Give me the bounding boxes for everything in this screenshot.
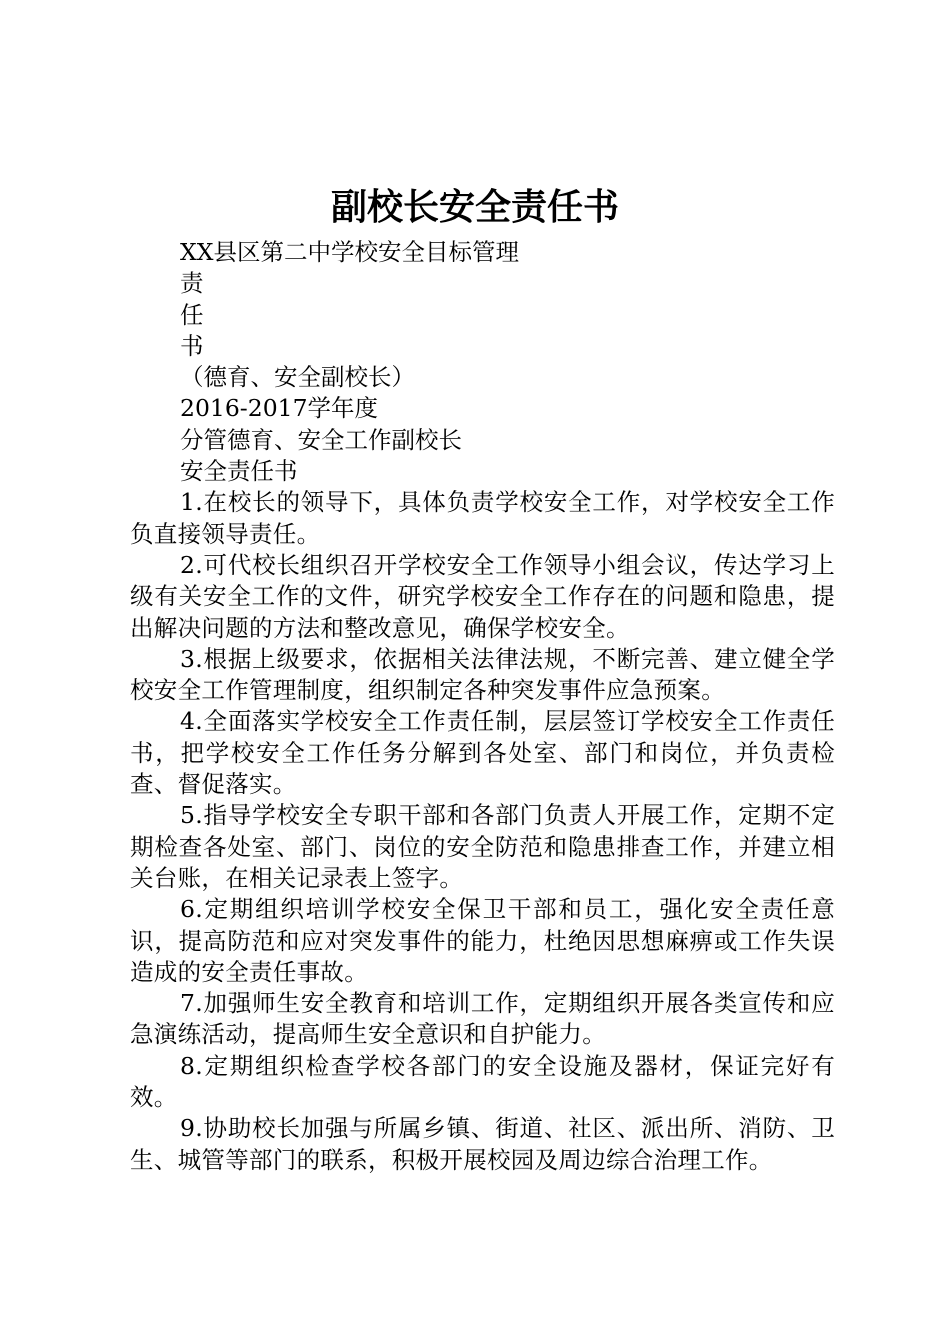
school-year-line: 2016-2017学年度 — [180, 394, 379, 423]
document-body — [130, 237, 835, 1176]
header-char-line: 任 — [180, 300, 204, 329]
position-line: 分管德育、安全工作副校长 — [180, 425, 462, 454]
responsibility-item: 9.协助校长加强与所属乡镇、街道、社区、派出所、消防、卫生、城管等部门的联系，积极开展校园及周边综合治理工作。 — [130, 1114, 835, 1174]
responsibility-item: 8.定期组织检查学校各部门的安全设施及器材，保证完好有效。 — [130, 1051, 835, 1112]
responsibility-item: 4.全面落实学校安全工作责任制，层层签订学校安全工作责任书，把学校安全工作任务分解到各处室、部门和岗位，并负责检查、督促落实。 — [130, 707, 835, 799]
responsibility-item: 1.在校长的领导下，具体负责学校安全工作，对学校安全工作负直接领导责任。 — [130, 488, 835, 548]
school-name-line: XX县区第二中学校安全目标管理 — [180, 238, 519, 266]
document-title: 副校长安全责任书 — [330, 186, 619, 228]
responsibility-item: 3.根据上级要求，依据相关法律法规，不断完善、建立健全学校安全工作管理制度，组织制定各种突发事件应急预案。 — [130, 644, 835, 705]
responsibility-item: 5.指导学校安全专职干部和各部门负责人开展工作，定期不定期检查各处室、部门、岗位的安全防范和隐患排查工作，并建立相关台账，在相关记录表上签字。 — [130, 801, 835, 892]
responsibility-item: 6.定期组织培训学校安全保卫干部和员工，强化安全责任意识，提高防范和应对突发事件的能力，杜绝因思想麻痹或工作失误造成的安全责任事故。 — [130, 895, 835, 986]
header-char-line: 书 — [180, 331, 204, 360]
header-char-line: 责 — [180, 269, 204, 298]
responsibility-item: 2.可代校长组织召开学校安全工作领导小组会议，传达学习上级有关安全工作的文件，研究学校安全工作存在的问题和隐患，提出解决问题的方法和整改意见，确保学校安全。 — [130, 550, 835, 642]
subtitle-line: 安全责任书 — [180, 457, 298, 486]
role-line: （德育、安全副校长） — [180, 363, 415, 392]
responsibility-item: 7.加强师生安全教育和培训工作，定期组织开展各类宣传和应急演练活动，提高师生安全意识和自护能力。 — [130, 989, 835, 1049]
